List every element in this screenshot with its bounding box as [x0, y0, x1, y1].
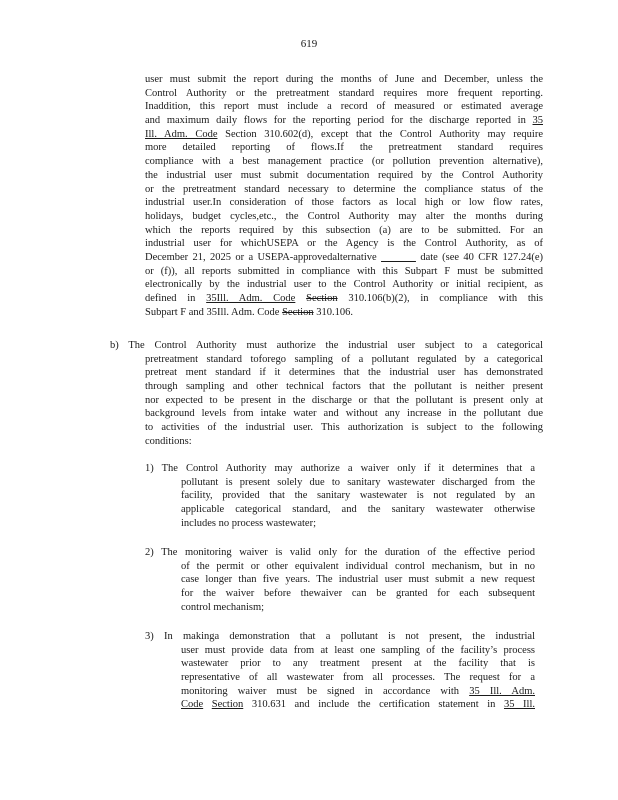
text-line: industrial user.In consideration of those factors as local high or low flow rates,	[145, 197, 543, 209]
text-line: more detailed reporting of flows.If the pretreatment standard requires	[145, 142, 543, 154]
text-line: Subpart F and 35Ill. Adm. Code Section 310.106.	[145, 306, 353, 318]
item-label: 2)	[145, 547, 154, 558]
text-line: representative of all wastewater from all processes. The request for a	[181, 672, 535, 684]
text-line: compliance with a best management practice (or pollution prevention alternative),	[145, 156, 543, 168]
citation-link: 35Ill. Adm. Code	[206, 293, 296, 304]
text-line: industrial user for whichUSEPA or the Agency is the Control Authority, as of	[145, 238, 543, 250]
struck-text: Section	[282, 306, 314, 318]
text-line: Control Authority or the pretreatment standard requires more frequent reporting.	[145, 87, 543, 99]
text-line: applicable categorical standard, and the sanitary wastewater otherwise	[181, 504, 535, 516]
text-line: for the waiver before thewaiver can be granted for each subsequent	[181, 588, 535, 600]
text-line: electronically by the industrial user to the Control Authority or initial recipient, as	[145, 279, 543, 291]
text-line: control mechanism;	[181, 601, 265, 613]
text-line: includes no process wastewater;	[181, 517, 316, 529]
item-label: 1)	[145, 463, 154, 474]
text-line: user must submit the report during the months of June and December, unless the	[145, 74, 543, 85]
page-number: 619	[300, 38, 318, 50]
list-item	[145, 546, 535, 614]
subsection-label: b)	[110, 340, 119, 351]
text-line: conditions:	[145, 435, 192, 447]
list-item	[145, 630, 535, 712]
text-line: and maximum daily flows for the reporting period for the discharge reported in 35	[145, 115, 543, 127]
paragraph-b	[110, 339, 543, 449]
citation-link: 35	[532, 115, 543, 127]
citation-link: 35 Ill. Adm.	[469, 685, 535, 697]
text-line: background levels from intake water and without any increase in the pollutant due	[145, 408, 543, 420]
item-label: 3)	[145, 631, 154, 642]
struck-text: Section	[306, 293, 338, 304]
text-line: Inaddition, this report must include a record of measured or estimated average	[145, 101, 543, 113]
text-line: nor expected to be present in the discharge or that the pollutant is present only at	[145, 394, 543, 406]
text-line: December 21, 2025 or a USEPA-approvedalternative date (see 40 CFR 127.24(e)	[145, 251, 543, 263]
list-item	[145, 462, 535, 530]
citation-link: Code	[181, 699, 204, 711]
text-line: case longer than five years. The industrial user must submit a new request	[181, 574, 535, 586]
text-line: pretreatment standard toforego sampling of a pollutant regulated by a categorical	[145, 353, 543, 365]
text-line: to activities of the industrial user. This authorization is subject to the following	[145, 422, 543, 434]
text-line: or (f)), all reports submitted in compliance with this Subpart F must be submitted	[145, 265, 543, 277]
inserted-text	[381, 252, 416, 263]
paragraph-a-continuation	[145, 73, 543, 319]
text-line: pretreat ment standard if it determines that the industrial user has demonstrated	[145, 367, 543, 379]
text-line: 1) The Control Authority may authorize a waiver only if it determines that a	[145, 463, 535, 474]
citation-link: Ill. Adm. Code	[145, 128, 218, 140]
text-line: 3) In makinga demonstration that a pollutant is not present, the industrial	[145, 631, 535, 642]
text-line: facility, provided that the sanitary wastewater is not regulated by an	[181, 490, 535, 502]
text-line: b) The Control Authority must authorize the industrial user subject to a categorical	[110, 340, 543, 351]
text-line: user must provide data from at least one sampling of the facility’s process	[181, 644, 535, 656]
text-line: or the pretreatment standard necessary to determine the compliance status of the	[145, 183, 543, 195]
text-line: the industrial user must submit documentation required by the Control Authority	[145, 169, 543, 181]
text-line: Code Section 310.631 and include the certification statement in 35 Ill.	[181, 699, 535, 711]
text-line: defined in 35Ill. Adm. Code Section 310.106(b)(2), in compliance with this	[145, 293, 543, 304]
text-line: which the reports required by this subsection (a) are to be submitted. For an	[145, 224, 543, 236]
citation-link: 35 Ill.	[503, 699, 535, 711]
text-line: monitoring waiver must be signed in accordance with 35 Ill. Adm.	[181, 685, 535, 697]
text-line: through sampling and other technical factors that the pollutant is neither present	[145, 381, 543, 393]
text-line: of the permit or other equivalent individual control mechanism, but in no	[181, 560, 535, 572]
text-line: pollutant is present solely due to sanitary wastewater discharged from the	[181, 476, 535, 488]
inserted-text: Section	[211, 699, 244, 711]
text-line: Ill. Adm. Code Section 310.602(d), except that the Control Authority may require	[145, 128, 543, 140]
text-line: holidays, budget cycles,etc., the Control Authority may alter the months during	[145, 210, 543, 222]
text-line: 2) The monitoring waiver is valid only for the duration of the effective period	[145, 547, 535, 558]
text-line: wastewater prior to any treatment present at the facility that is	[181, 658, 535, 670]
